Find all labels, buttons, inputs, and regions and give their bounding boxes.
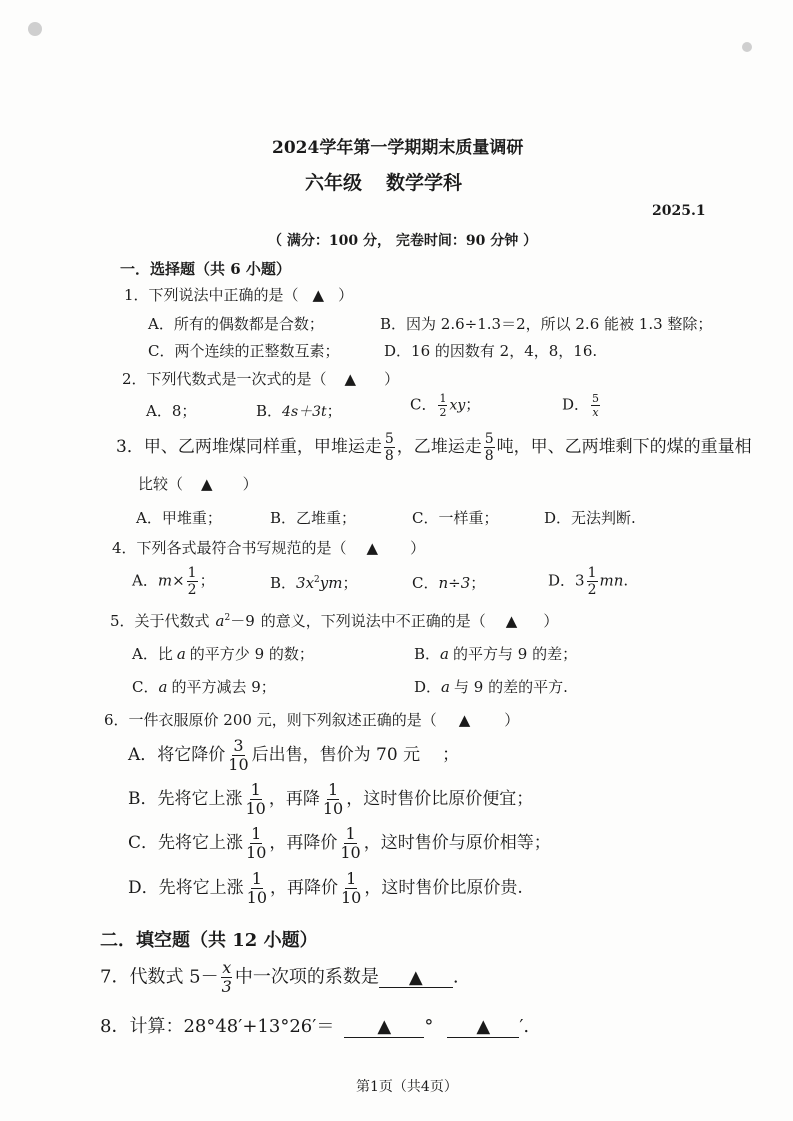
fraction: $\frac{1}{2}$ <box>587 565 597 598</box>
q1-option-b: B．因为 2.6÷1.3＝2，所以 2.6 能被 1.3 整除； <box>380 315 713 333</box>
option-expr: 4s＋3t <box>282 404 327 420</box>
q5-option-c <box>132 676 276 697</box>
answer-marker: ▲ <box>458 711 471 729</box>
q5-stem: 的意义，下列说法中不正确的是（ <box>260 612 486 630</box>
option-var: a <box>176 645 186 663</box>
option-expr: 3x <box>296 574 315 592</box>
q4-option-d <box>548 566 628 597</box>
question-5 <box>110 610 558 631</box>
degree-symbol: ° <box>424 1016 434 1037</box>
fraction: $\frac{1}{10}$ <box>322 780 344 818</box>
fraction: $\frac{3}{10}$ <box>228 736 249 774</box>
q3-stem-cont <box>138 473 258 494</box>
question-4 <box>112 537 425 558</box>
fraction: $\frac{1}{10}$ <box>246 869 267 907</box>
option-expr: ym <box>319 574 343 592</box>
q2-option-c <box>410 393 480 418</box>
subtitle-grade: 六年级 <box>305 172 363 194</box>
q5-expr: a <box>215 612 225 630</box>
option-text: B．先将它上涨 <box>128 789 243 809</box>
answer-marker: ▲ <box>201 475 213 493</box>
q6-option-b <box>128 782 533 817</box>
q2-close: ） <box>384 370 400 388</box>
q1-option-d: D．16 的因数有 2，4，8，16. <box>384 342 598 360</box>
q4-option-b <box>270 572 358 593</box>
option-text: A．将它降价 <box>128 745 226 765</box>
option-text: B． <box>414 645 441 663</box>
option-end: ； <box>470 574 486 592</box>
q6-option-d <box>128 871 523 906</box>
scan-spot <box>28 22 42 36</box>
answer-marker: ▲ <box>377 1016 392 1037</box>
q7-end: . <box>452 966 459 988</box>
option-expr: m× <box>157 571 185 590</box>
page-subtitle <box>305 168 462 195</box>
option-label: A． <box>132 571 158 590</box>
answer-marker: ▲ <box>312 286 325 304</box>
q3-option-d: D．无法判断. <box>544 509 636 527</box>
option-text: 与 9 的差的平方. <box>453 678 568 696</box>
fraction: $\frac{x}{3}$ <box>221 958 232 996</box>
q6-stem: 6．一件衣服原价 200 元，则下列叙述正确的是（ <box>104 711 437 729</box>
fraction: $\frac{5}{8}$ <box>384 431 394 464</box>
fraction: $\frac{1}{2}$ <box>187 565 197 598</box>
option-text: D．先将它上涨 <box>128 878 244 898</box>
q5-close: ） <box>543 612 559 630</box>
option-end: ； <box>326 402 342 420</box>
answer-marker: ▲ <box>408 966 423 988</box>
q6-option-a <box>128 738 459 773</box>
answer-marker: ▲ <box>476 1016 491 1037</box>
answer-marker: ▲ <box>344 370 357 388</box>
q1-stem: 1．下列说法中正确的是（ <box>124 286 299 304</box>
exam-date: 2025.1 <box>652 203 706 219</box>
option-label: C． <box>410 395 437 414</box>
option-text: C．先将它上涨 <box>128 833 244 853</box>
q4-option-a <box>132 566 215 597</box>
option-label: D． <box>562 395 590 414</box>
option-expr: xy <box>449 397 466 414</box>
page-number: 第1页（共4页） <box>356 1079 458 1095</box>
q3-stem: 吨，甲、乙两堆剩下的煤的重量相 <box>496 437 752 457</box>
option-label: A． <box>146 402 172 420</box>
q2-stem: 2．下列代数式是一次式的是（ <box>122 370 327 388</box>
option-text: 后出售，售价为 70 元 <box>251 745 421 765</box>
q4-stem: 4．下列各式最符合书写规范的是（ <box>112 539 347 557</box>
option-var: a <box>441 678 450 696</box>
option-text: ，再降价 <box>270 878 338 898</box>
fraction: $\frac{1}{10}$ <box>341 869 362 907</box>
superscript: 2 <box>314 575 320 585</box>
option-text: ，这时售价比原价贵. <box>364 878 523 898</box>
option-end: ； <box>342 574 358 592</box>
question-3 <box>116 432 752 463</box>
q1-close: ） <box>338 286 354 304</box>
option-label: B． <box>270 574 297 592</box>
q3-option-b: B．乙堆重； <box>270 509 357 527</box>
option-end: . <box>623 571 629 590</box>
q3-stem: 3．甲、乙两堆煤同样重，甲堆运走 <box>116 437 382 457</box>
q6-option-c <box>128 826 551 861</box>
answer-marker: ▲ <box>366 539 379 557</box>
q3-stem: 比较（ <box>138 475 184 493</box>
q4-option-c <box>412 572 485 593</box>
option-text: ，这时售价比原价便宜； <box>346 789 534 809</box>
option-label: B． <box>256 402 283 420</box>
subtitle-subject: 数学学科 <box>386 172 463 194</box>
q3-option-c: C．一样重； <box>412 509 499 527</box>
question-8 <box>100 1012 529 1038</box>
q5-expr: －9 <box>230 612 255 630</box>
option-end: ； <box>199 571 215 590</box>
option-var: a <box>158 678 168 696</box>
q4-close: ） <box>410 539 426 557</box>
fraction: $\frac{5}{8}$ <box>484 431 494 464</box>
option-text: C． <box>132 678 159 696</box>
q5-stem: 5．关于代数式 <box>110 612 210 630</box>
q7-stem: 中一次项的系数是 <box>234 966 379 988</box>
score-info: （ 满分：100 分， 完卷时间：90 分钟 ） <box>268 233 538 249</box>
q3-stem: ，乙堆运走 <box>396 437 482 457</box>
option-text: 的平方与 9 的差； <box>452 645 578 663</box>
option-end: ； <box>465 395 481 414</box>
scan-spot <box>742 42 752 52</box>
option-text: A．比 <box>132 645 173 663</box>
q3-close: ） <box>242 475 258 493</box>
q1-option-a: A．所有的偶数都是合数； <box>148 315 324 333</box>
option-text: ，再降价 <box>269 833 338 853</box>
option-text: ，再降 <box>268 789 320 809</box>
answer-marker: ▲ <box>505 612 518 630</box>
q5-option-a <box>132 643 314 664</box>
answer-blank[interactable] <box>379 968 453 989</box>
q3-option-a: A．甲堆重； <box>136 509 222 527</box>
answer-blank-minutes[interactable] <box>447 1017 519 1038</box>
fraction: $\frac{1}{2}$ <box>439 392 447 419</box>
page-title: 2024学年第一学期期末质量调研 <box>272 138 524 158</box>
q2-option-d <box>562 393 602 418</box>
minute-symbol: ′. <box>519 1016 530 1037</box>
answer-blank-degrees[interactable] <box>344 1017 424 1038</box>
section1-heading: 一．选择题（共 6 小题） <box>120 260 291 278</box>
q5-option-b <box>414 643 577 664</box>
option-text: 的平方减去 9； <box>171 678 276 696</box>
option-label: D． <box>548 571 576 590</box>
q6-close: ） <box>504 711 520 729</box>
option-text: D． <box>414 678 442 696</box>
option-label: C． <box>412 574 439 592</box>
fraction: $\frac{1}{10}$ <box>246 824 267 862</box>
fraction: $\frac{1}{10}$ <box>340 824 361 862</box>
option-var: a <box>440 645 449 663</box>
option-expr: n÷3 <box>438 574 471 592</box>
q2-option-b <box>256 400 342 421</box>
mixed-whole: 3 <box>575 571 585 590</box>
question-1 <box>124 284 353 305</box>
q1-option-c: C．两个连续的正整数互素； <box>148 342 340 360</box>
q7-stem: 7．代数式 5－ <box>100 966 219 988</box>
superscript: 2 <box>224 613 231 623</box>
question-2 <box>122 368 399 389</box>
section2-heading: 二．填空题（共 12 小题） <box>100 930 318 951</box>
fraction: $\frac{5}{x}$ <box>592 392 600 419</box>
option-text: ，这时售价与原价相等； <box>363 833 551 853</box>
q2-option-a <box>146 400 196 421</box>
option-text: 8； <box>171 402 197 420</box>
question-6 <box>104 709 519 730</box>
q8-stem: 8．计算：28°48′+13°26′＝ <box>100 1016 335 1037</box>
question-7 <box>100 960 459 995</box>
option-expr: mn <box>599 571 624 590</box>
option-text: 的平方少 9 的数； <box>189 645 314 663</box>
q5-option-d <box>414 676 568 697</box>
option-end: ； <box>442 745 460 765</box>
fraction: $\frac{1}{10}$ <box>245 780 266 818</box>
